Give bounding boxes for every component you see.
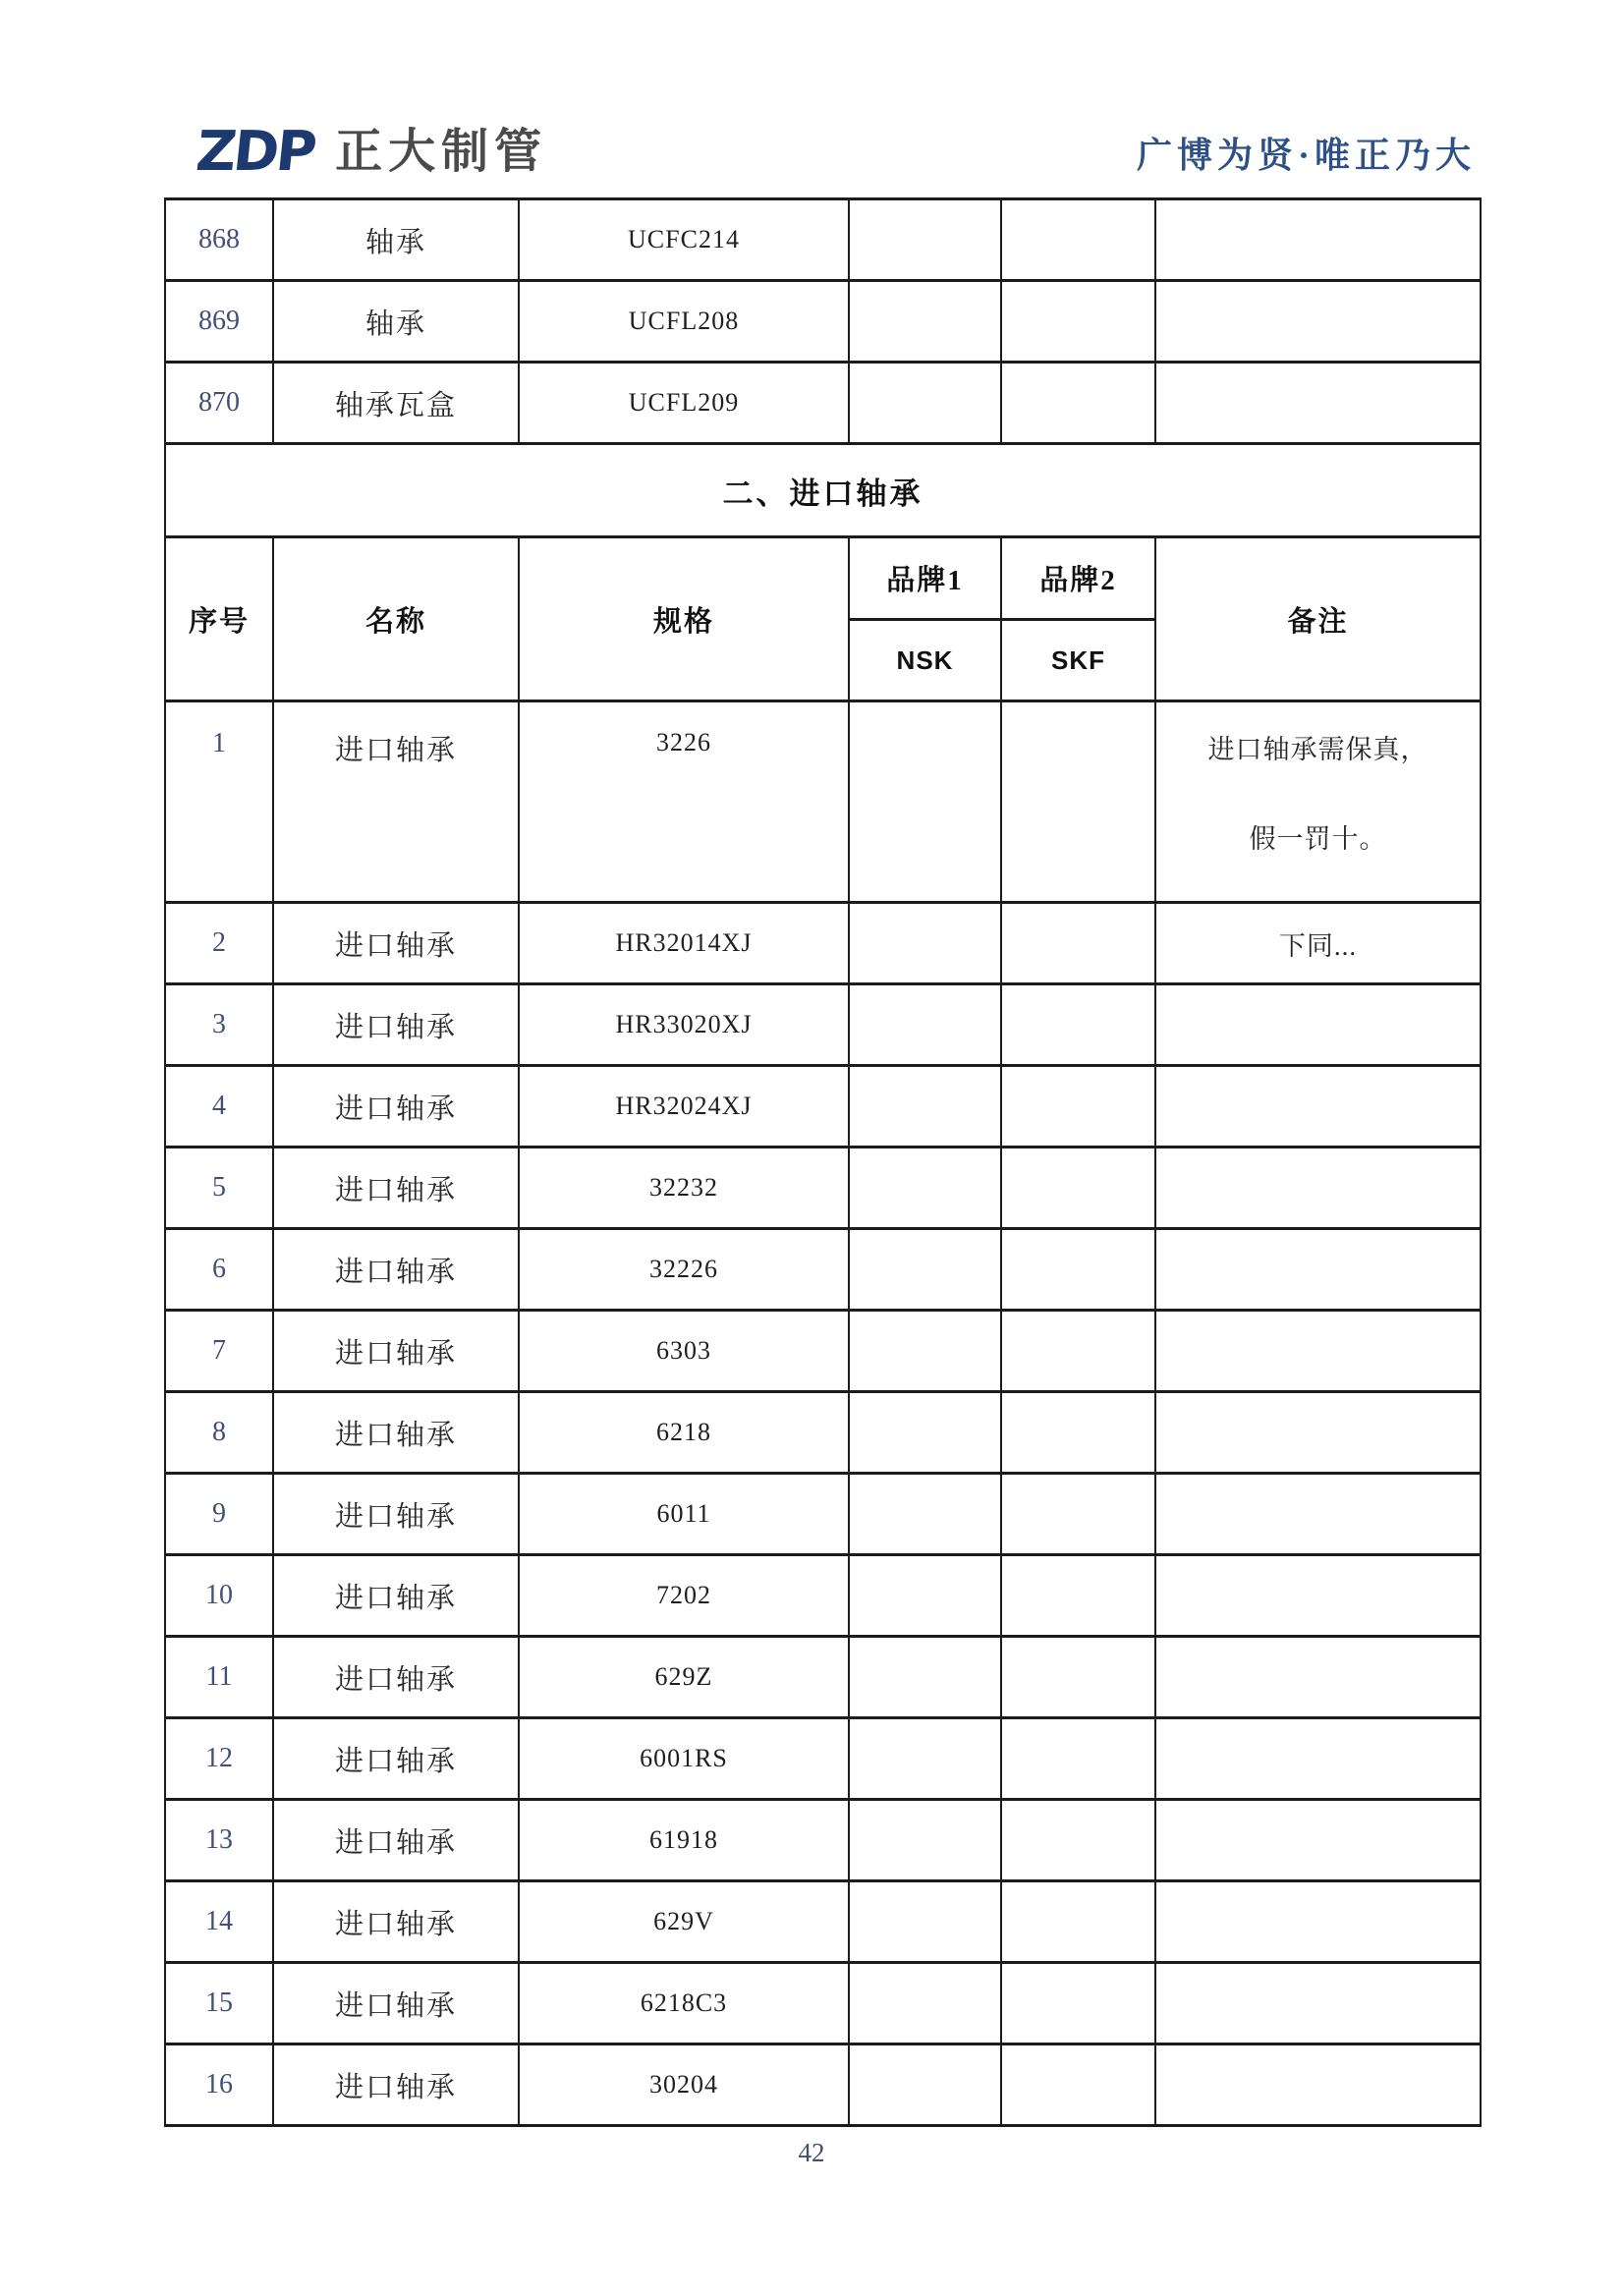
cell-spec: HR32024XJ xyxy=(519,1066,849,1148)
cell-spec: 6011 xyxy=(519,1474,849,1555)
cell-brand1 xyxy=(849,1229,1001,1311)
cell-spec: UCFL209 xyxy=(519,363,849,444)
cell-spec: UCFL208 xyxy=(519,281,849,363)
cell-spec: HR32014XJ xyxy=(519,903,849,984)
cell-brand2 xyxy=(1001,1148,1155,1229)
cell-remark xyxy=(1155,1474,1481,1555)
cell-no: 16 xyxy=(165,2044,273,2126)
col-header-brand2-value: SKF xyxy=(1001,620,1155,701)
cell-spec: 32226 xyxy=(519,1229,849,1311)
col-header-brand2: 品牌2 xyxy=(1001,537,1155,620)
cell-brand1 xyxy=(849,1963,1001,2044)
cell-remark xyxy=(1155,1311,1481,1392)
cell-brand2 xyxy=(1001,1474,1155,1555)
col-header-no: 序号 xyxy=(165,537,273,701)
cell-name: 进口轴承 xyxy=(273,903,519,984)
cell-brand2 xyxy=(1001,281,1155,363)
col-header-name: 名称 xyxy=(273,537,519,701)
parts-table xyxy=(164,197,1482,2127)
cell-brand2 xyxy=(1001,1637,1155,1718)
cell-brand1 xyxy=(849,1555,1001,1637)
cell-brand2 xyxy=(1001,903,1155,984)
cell-brand2 xyxy=(1001,363,1155,444)
cell-remark xyxy=(1155,1963,1481,2044)
cell-remark xyxy=(1155,363,1481,444)
company-logo xyxy=(193,120,548,184)
remark-line: 假一罚十。 xyxy=(1249,824,1387,854)
cell-no: 5 xyxy=(165,1148,273,1229)
cell-no: 2 xyxy=(165,903,273,984)
cell-brand1 xyxy=(849,1637,1001,1718)
cell-brand2 xyxy=(1001,1066,1155,1148)
cell-name: 进口轴承 xyxy=(273,1637,519,1718)
table-row xyxy=(165,701,1481,903)
cell-no: 13 xyxy=(165,1800,273,1881)
cell-no: 3 xyxy=(165,984,273,1066)
remark-line: 进口轴承需保真， xyxy=(1207,735,1428,764)
cell-no: 15 xyxy=(165,1963,273,2044)
cell-spec: 32232 xyxy=(519,1148,849,1229)
cell-name: 进口轴承 xyxy=(273,1555,519,1637)
cell-brand1 xyxy=(849,199,1001,281)
cell-brand1 xyxy=(849,903,1001,984)
table-row xyxy=(165,984,1481,1066)
zdp-logo-icon: ZDP xyxy=(193,120,317,184)
cell-name: 进口轴承 xyxy=(273,1881,519,1963)
cell-brand2 xyxy=(1001,1881,1155,1963)
cell-brand2 xyxy=(1001,1718,1155,1800)
cell-brand2 xyxy=(1001,2044,1155,2126)
table-row xyxy=(165,1311,1481,1392)
cell-remark xyxy=(1155,1148,1481,1229)
company-name: 正大制管 xyxy=(335,126,548,178)
cell-spec: 61918 xyxy=(519,1800,849,1881)
table-row xyxy=(165,1148,1481,1229)
cell-spec: 3226 xyxy=(519,701,849,903)
cell-name: 进口轴承 xyxy=(273,984,519,1066)
cell-no: 870 xyxy=(165,363,273,444)
cell-name: 进口轴承 xyxy=(273,1229,519,1311)
cell-name: 进口轴承 xyxy=(273,1311,519,1392)
cell-spec: HR33020XJ xyxy=(519,984,849,1066)
cell-brand1 xyxy=(849,281,1001,363)
cell-remark: 下同... xyxy=(1155,903,1481,984)
table-row xyxy=(165,2044,1481,2126)
table-row xyxy=(165,1637,1481,1718)
section-title: 二、进口轴承 xyxy=(165,444,1481,537)
cell-brand1 xyxy=(849,363,1001,444)
col-header-spec: 规格 xyxy=(519,537,849,701)
cell-brand2 xyxy=(1001,1555,1155,1637)
cell-brand1 xyxy=(849,1800,1001,1881)
cell-name: 进口轴承 xyxy=(273,2044,519,2126)
table-row xyxy=(165,1555,1481,1637)
cell-name: 进口轴承 xyxy=(273,1148,519,1229)
cell-brand2 xyxy=(1001,1229,1155,1311)
cell-brand1 xyxy=(849,1474,1001,1555)
cell-spec: 629V xyxy=(519,1881,849,1963)
cell-spec: 6218C3 xyxy=(519,1963,849,2044)
table-row xyxy=(165,363,1481,444)
cell-brand2 xyxy=(1001,1392,1155,1474)
cell-no: 868 xyxy=(165,199,273,281)
cell-spec: UCFC214 xyxy=(519,199,849,281)
cell-no: 8 xyxy=(165,1392,273,1474)
cell-brand2 xyxy=(1001,701,1155,903)
cell-remark xyxy=(1155,1800,1481,1881)
cell-remark xyxy=(1155,1066,1481,1148)
table-row xyxy=(165,1229,1481,1311)
cell-no: 11 xyxy=(165,1637,273,1718)
cell-no: 869 xyxy=(165,281,273,363)
cell-brand1 xyxy=(849,701,1001,903)
cell-brand2 xyxy=(1001,984,1155,1066)
col-header-brand1: 品牌1 xyxy=(849,537,1001,620)
cell-brand1 xyxy=(849,1881,1001,1963)
cell-name: 轴承 xyxy=(273,281,519,363)
cell-brand1 xyxy=(849,1392,1001,1474)
cell-brand2 xyxy=(1001,199,1155,281)
cell-no: 7 xyxy=(165,1311,273,1392)
cell-name: 进口轴承 xyxy=(273,1066,519,1148)
table-header-row xyxy=(165,537,1481,620)
cell-spec: 6303 xyxy=(519,1311,849,1392)
cell-remark xyxy=(1155,1637,1481,1718)
cell-name: 进口轴承 xyxy=(273,1718,519,1800)
cell-remark xyxy=(1155,701,1481,903)
cell-remark xyxy=(1155,281,1481,363)
cell-name: 进口轴承 xyxy=(273,1392,519,1474)
table-row xyxy=(165,903,1481,984)
cell-remark xyxy=(1155,1392,1481,1474)
cell-brand1 xyxy=(849,1718,1001,1800)
col-header-remark: 备注 xyxy=(1155,537,1481,701)
cell-no: 10 xyxy=(165,1555,273,1637)
cell-remark xyxy=(1155,1718,1481,1800)
cell-name: 进口轴承 xyxy=(273,1800,519,1881)
table-row xyxy=(165,199,1481,281)
cell-spec: 6001RS xyxy=(519,1718,849,1800)
cell-brand2 xyxy=(1001,1311,1155,1392)
cell-remark xyxy=(1155,1555,1481,1637)
cell-no: 1 xyxy=(165,701,273,903)
table-row xyxy=(165,1474,1481,1555)
company-motto: 广博为贤·唯正乃大 xyxy=(1136,135,1476,175)
table-row xyxy=(165,1392,1481,1474)
table-row xyxy=(165,1066,1481,1148)
cell-spec: 7202 xyxy=(519,1555,849,1637)
cell-remark xyxy=(1155,199,1481,281)
cell-spec: 6218 xyxy=(519,1392,849,1474)
cell-no: 4 xyxy=(165,1066,273,1148)
table-row xyxy=(165,1718,1481,1800)
cell-brand1 xyxy=(849,984,1001,1066)
cell-no: 6 xyxy=(165,1229,273,1311)
table-row xyxy=(165,1881,1481,1963)
cell-no: 14 xyxy=(165,1881,273,1963)
cell-remark xyxy=(1155,1881,1481,1963)
cell-remark xyxy=(1155,984,1481,1066)
cell-name: 轴承 xyxy=(273,199,519,281)
cell-no: 12 xyxy=(165,1718,273,1800)
cell-brand1 xyxy=(849,1311,1001,1392)
cell-brand2 xyxy=(1001,1800,1155,1881)
cell-brand1 xyxy=(849,2044,1001,2126)
cell-name: 进口轴承 xyxy=(273,701,519,903)
cell-brand1 xyxy=(849,1148,1001,1229)
cell-remark xyxy=(1155,2044,1481,2126)
cell-name: 进口轴承 xyxy=(273,1963,519,2044)
page-number: 42 xyxy=(798,2138,825,2167)
cell-brand1 xyxy=(849,1066,1001,1148)
document-header xyxy=(193,116,1476,189)
cell-remark xyxy=(1155,1229,1481,1311)
cell-spec: 30204 xyxy=(519,2044,849,2126)
section-title-row xyxy=(165,444,1481,537)
col-header-brand1-value: NSK xyxy=(849,620,1001,701)
table-row xyxy=(165,281,1481,363)
table-row xyxy=(165,1800,1481,1881)
cell-brand2 xyxy=(1001,1963,1155,2044)
cell-name: 进口轴承 xyxy=(273,1474,519,1555)
cell-name: 轴承瓦盒 xyxy=(273,363,519,444)
cell-no: 9 xyxy=(165,1474,273,1555)
cell-spec: 629Z xyxy=(519,1637,849,1718)
table-row xyxy=(165,1963,1481,2044)
